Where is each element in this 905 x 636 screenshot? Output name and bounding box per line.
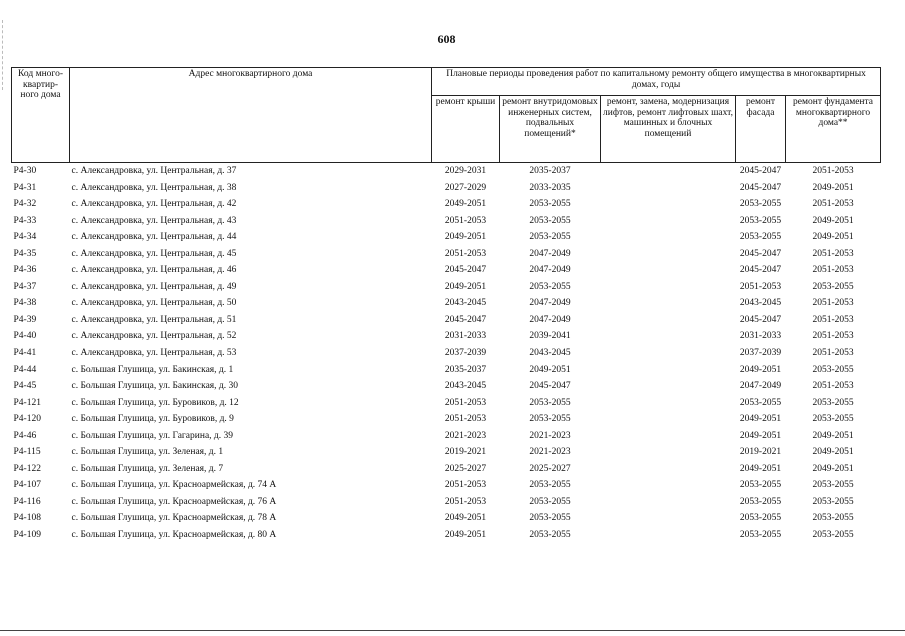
- cell-address: с. Большая Глушица, ул. Бакинская, д. 30: [71, 381, 239, 392]
- table-row: [12, 229, 881, 246]
- cell-elevators: [601, 180, 736, 197]
- cell-foundation: 2049-2051: [812, 215, 854, 226]
- cell-address: с. Александровка, ул. Центральная, д. 49: [71, 281, 237, 292]
- cell-facade: 2045-2047: [739, 314, 782, 325]
- cell-elevators: [601, 411, 736, 428]
- cell-elevators: [601, 163, 736, 180]
- cell-engineering: 2053-2055: [529, 199, 571, 210]
- cell-elevators: [601, 527, 736, 544]
- cell-roof: 2049-2051: [444, 281, 487, 292]
- cell-engineering: 2043-2045: [529, 347, 571, 358]
- cell-facade: 2053-2055: [739, 215, 782, 226]
- cell-roof: 2049-2051: [444, 513, 487, 524]
- cell-facade: 2053-2055: [739, 513, 782, 524]
- cell-engineering: 2035-2037: [529, 165, 571, 176]
- cell-facade: 2045-2047: [739, 182, 782, 193]
- cell-engineering: 2021-2023: [529, 447, 571, 458]
- cell-foundation: 2053-2055: [812, 397, 854, 408]
- cell-engineering: 2047-2049: [529, 248, 571, 259]
- cell-facade: 2049-2051: [739, 364, 782, 375]
- cell-elevators: [601, 494, 736, 511]
- header-code: Код много-квартир-ного дома: [12, 68, 70, 163]
- cell-foundation: 2051-2053: [812, 165, 854, 176]
- cell-foundation: 2049-2051: [812, 463, 854, 474]
- cell-foundation: 2053-2055: [812, 414, 854, 425]
- cell-roof: 2051-2053: [444, 496, 487, 507]
- cell-roof: 2027-2029: [444, 182, 487, 193]
- cell-facade: 2045-2047: [739, 265, 782, 276]
- cell-roof: 2019-2021: [444, 447, 487, 458]
- cell-roof: 2035-2037: [444, 364, 487, 375]
- cell-foundation: 2049-2051: [812, 182, 854, 193]
- cell-elevators: [601, 312, 736, 329]
- cell-roof: 2029-2031: [444, 165, 487, 176]
- bottom-rule: [0, 630, 905, 631]
- cell-engineering: 2021-2023: [529, 430, 571, 441]
- cell-code: Р4-108: [13, 513, 41, 524]
- table-row: [12, 312, 881, 329]
- cell-foundation: 2049-2051: [812, 447, 854, 458]
- cell-facade: 2045-2047: [739, 248, 782, 259]
- cell-address: с. Большая Глушица, ул. Зеленая, д. 1: [71, 447, 224, 458]
- cell-address: с. Александровка, ул. Центральная, д. 52: [71, 331, 237, 342]
- table-row: [12, 295, 881, 312]
- cell-elevators: [601, 196, 736, 213]
- cell-facade: 2049-2051: [739, 463, 782, 474]
- cell-facade: 2047-2049: [739, 381, 782, 392]
- cell-roof: 2051-2053: [444, 248, 487, 259]
- table-header: [12, 68, 881, 163]
- cell-foundation: 2053-2055: [812, 529, 854, 540]
- table-row: [12, 213, 881, 230]
- cell-roof: 2037-2039: [444, 347, 487, 358]
- cell-elevators: [601, 229, 736, 246]
- cell-engineering: 2053-2055: [529, 281, 571, 292]
- cell-code: Р4-30: [13, 165, 37, 176]
- cell-roof: 2049-2051: [444, 199, 487, 210]
- cell-code: Р4-46: [13, 430, 37, 441]
- header-periods-group: Плановые периоды проведения работ по капитальному ремонту общего имущества в многоквартирных домах, годы: [432, 68, 881, 96]
- cell-foundation: 2053-2055: [812, 513, 854, 524]
- cell-code: Р4-115: [13, 447, 41, 458]
- cell-facade: 2043-2045: [739, 298, 782, 309]
- cell-facade: 2051-2053: [739, 281, 782, 292]
- cell-roof: 2045-2047: [444, 314, 487, 325]
- table-row: [12, 494, 881, 511]
- cell-foundation: 2051-2053: [812, 347, 854, 358]
- cell-facade: 2049-2051: [739, 430, 782, 441]
- table-row: [12, 395, 881, 412]
- cell-code: Р4-38: [13, 298, 37, 309]
- cell-code: Р4-41: [13, 347, 37, 358]
- cell-engineering: 2053-2055: [529, 480, 571, 491]
- cell-code: Р4-122: [13, 463, 41, 474]
- cell-foundation: 2051-2053: [812, 199, 854, 210]
- cell-elevators: [601, 444, 736, 461]
- cell-engineering: 2025-2027: [529, 463, 571, 474]
- cell-elevators: [601, 378, 736, 395]
- cell-foundation: 2049-2051: [812, 232, 854, 243]
- cell-elevators: [601, 461, 736, 478]
- cell-elevators: [601, 395, 736, 412]
- cell-code: Р4-35: [13, 248, 37, 259]
- table-row: [12, 461, 881, 478]
- header-engineering: ремонт внутридомовых инженерных систем, подвальных помещений*: [500, 96, 601, 163]
- cell-code: Р4-40: [13, 331, 37, 342]
- cell-roof: 2051-2053: [444, 215, 487, 226]
- cell-facade: 2031-2033: [739, 331, 782, 342]
- cell-address: с. Александровка, ул. Центральная, д. 51: [71, 314, 237, 325]
- cell-facade: 2045-2047: [739, 165, 782, 176]
- cell-address: с. Большая Глушица, ул. Красноармейская, д. 78 А: [71, 513, 277, 524]
- cell-address: с. Большая Глушица, ул. Красноармейская, д. 76 А: [71, 496, 277, 507]
- page-number: 608: [437, 32, 456, 46]
- table-body: [12, 163, 881, 544]
- cell-roof: 2025-2027: [444, 463, 487, 474]
- cell-engineering: 2047-2049: [529, 265, 571, 276]
- cell-address: с. Александровка, ул. Центральная, д. 38: [71, 182, 237, 193]
- header-elevators: ремонт, замена, модернизация лифтов, ремонт лифтовых шахт, машинных и блочных помещений: [601, 96, 736, 163]
- cell-code: Р4-109: [13, 529, 41, 540]
- cell-roof: 2031-2033: [444, 331, 487, 342]
- cell-foundation: 2051-2053: [812, 314, 854, 325]
- cell-engineering: 2045-2047: [529, 381, 571, 392]
- table-row: [12, 378, 881, 395]
- cell-engineering: 2053-2055: [529, 215, 571, 226]
- cell-engineering: 2033-2035: [529, 182, 571, 193]
- cell-roof: 2043-2045: [444, 381, 487, 392]
- cell-elevators: [601, 328, 736, 345]
- cell-facade: 2053-2055: [739, 480, 782, 491]
- cell-elevators: [601, 362, 736, 379]
- cell-address: с. Александровка, ул. Центральная, д. 50: [71, 298, 237, 309]
- cell-foundation: 2053-2055: [812, 496, 854, 507]
- cell-address: с. Большая Глушица, ул. Буровиков, д. 12: [71, 397, 239, 408]
- cell-roof: 2051-2053: [444, 397, 487, 408]
- cell-foundation: 2051-2053: [812, 298, 854, 309]
- table-row: [12, 477, 881, 494]
- cell-code: Р4-37: [13, 281, 37, 292]
- table-row: [12, 246, 881, 263]
- cell-address: с. Большая Глушица, ул. Буровиков, д. 9: [71, 414, 234, 425]
- cell-elevators: [601, 213, 736, 230]
- table-row: [12, 510, 881, 527]
- table-row: [12, 328, 881, 345]
- cell-address: с. Большая Глушица, ул. Бакинская, д. 1: [71, 364, 234, 375]
- header-foundation: ремонт фундамента многоквартирного дома**: [786, 96, 881, 163]
- cell-elevators: [601, 510, 736, 527]
- cell-foundation: 2051-2053: [812, 331, 854, 342]
- cell-code: Р4-45: [13, 381, 37, 392]
- cell-roof: 2051-2053: [444, 480, 487, 491]
- cell-code: Р4-33: [13, 215, 37, 226]
- table-row: [12, 196, 881, 213]
- cell-elevators: [601, 262, 736, 279]
- cell-address: с. Большая Глушица, ул. Красноармейская, д. 80 А: [71, 529, 277, 540]
- cell-engineering: 2039-2041: [529, 331, 571, 342]
- table-row: [12, 180, 881, 197]
- cell-elevators: [601, 246, 736, 263]
- cell-roof: 2043-2045: [444, 298, 487, 309]
- cell-code: Р4-44: [13, 364, 37, 375]
- header-roof: ремонт крыши: [432, 96, 500, 163]
- cell-address: с. Александровка, ул. Центральная, д. 37: [71, 165, 237, 176]
- cell-roof: 2049-2051: [444, 529, 487, 540]
- cell-foundation: 2051-2053: [812, 248, 854, 259]
- cell-address: с. Александровка, ул. Центральная, д. 45: [71, 248, 237, 259]
- cell-code: Р4-32: [13, 199, 37, 210]
- cell-engineering: 2053-2055: [529, 232, 571, 243]
- cell-roof: 2045-2047: [444, 265, 487, 276]
- cell-engineering: 2053-2055: [529, 496, 571, 507]
- cell-foundation: 2051-2053: [812, 381, 854, 392]
- cell-address: с. Александровка, ул. Центральная, д. 42: [71, 199, 237, 210]
- cell-code: Р4-107: [13, 480, 41, 491]
- table-row: [12, 411, 881, 428]
- cell-foundation: 2053-2055: [812, 480, 854, 491]
- cell-address: с. Александровка, ул. Центральная, д. 46: [71, 265, 237, 276]
- cell-address: с. Александровка, ул. Центральная, д. 44: [71, 232, 237, 243]
- cell-address: с. Большая Глушица, ул. Зеленая, д. 7: [71, 463, 224, 474]
- cell-elevators: [601, 428, 736, 445]
- cell-facade: 2053-2055: [739, 232, 782, 243]
- cell-code: Р4-121: [13, 397, 41, 408]
- header-facade: ремонт фасада: [736, 96, 786, 163]
- cell-facade: 2037-2039: [739, 347, 782, 358]
- cell-roof: 2049-2051: [444, 232, 487, 243]
- cell-roof: 2051-2053: [444, 414, 487, 425]
- cell-elevators: [601, 477, 736, 494]
- table-row: [12, 428, 881, 445]
- cell-code: Р4-116: [13, 496, 41, 507]
- cell-engineering: 2053-2055: [529, 414, 571, 425]
- table-row: [12, 345, 881, 362]
- repair-schedule-table: [11, 67, 881, 544]
- cell-code: Р4-36: [13, 265, 37, 276]
- cell-elevators: [601, 345, 736, 362]
- cell-foundation: 2053-2055: [812, 281, 854, 292]
- table-row: [12, 279, 881, 296]
- table-row: [12, 163, 881, 180]
- cell-code: Р4-120: [13, 414, 41, 425]
- cell-engineering: 2053-2055: [529, 529, 571, 540]
- cell-address: с. Александровка, ул. Центральная, д. 43: [71, 215, 237, 226]
- cell-facade: 2019-2021: [739, 447, 782, 458]
- cell-code: Р4-39: [13, 314, 37, 325]
- cell-roof: 2021-2023: [444, 430, 487, 441]
- cell-elevators: [601, 295, 736, 312]
- cell-foundation: 2049-2051: [812, 430, 854, 441]
- cell-facade: 2053-2055: [739, 397, 782, 408]
- header-address: Адрес многоквартирного дома: [70, 68, 432, 163]
- header-row-group: [12, 68, 881, 96]
- cell-code: Р4-34: [13, 232, 37, 243]
- cell-facade: 2053-2055: [739, 529, 782, 540]
- cell-facade: 2049-2051: [739, 414, 782, 425]
- cell-facade: 2053-2055: [739, 496, 782, 507]
- cell-engineering: 2053-2055: [529, 397, 571, 408]
- cell-elevators: [601, 279, 736, 296]
- cell-foundation: 2051-2053: [812, 265, 854, 276]
- table-row: [12, 444, 881, 461]
- cell-engineering: 2053-2055: [529, 513, 571, 524]
- cell-address: с. Большая Глушица, ул. Гагарина, д. 39: [71, 430, 233, 441]
- cell-engineering: 2049-2051: [529, 364, 571, 375]
- cell-address: с. Большая Глушица, ул. Красноармейская, д. 74 А: [71, 480, 277, 491]
- cell-foundation: 2053-2055: [812, 364, 854, 375]
- cell-address: с. Александровка, ул. Центральная, д. 53: [71, 347, 237, 358]
- scan-edge-mark: [2, 20, 4, 90]
- table-row: [12, 362, 881, 379]
- cell-code: Р4-31: [13, 182, 37, 193]
- cell-engineering: 2047-2049: [529, 314, 571, 325]
- table-row: [12, 262, 881, 279]
- cell-engineering: 2047-2049: [529, 298, 571, 309]
- table-row: [12, 527, 881, 544]
- cell-facade: 2053-2055: [739, 199, 782, 210]
